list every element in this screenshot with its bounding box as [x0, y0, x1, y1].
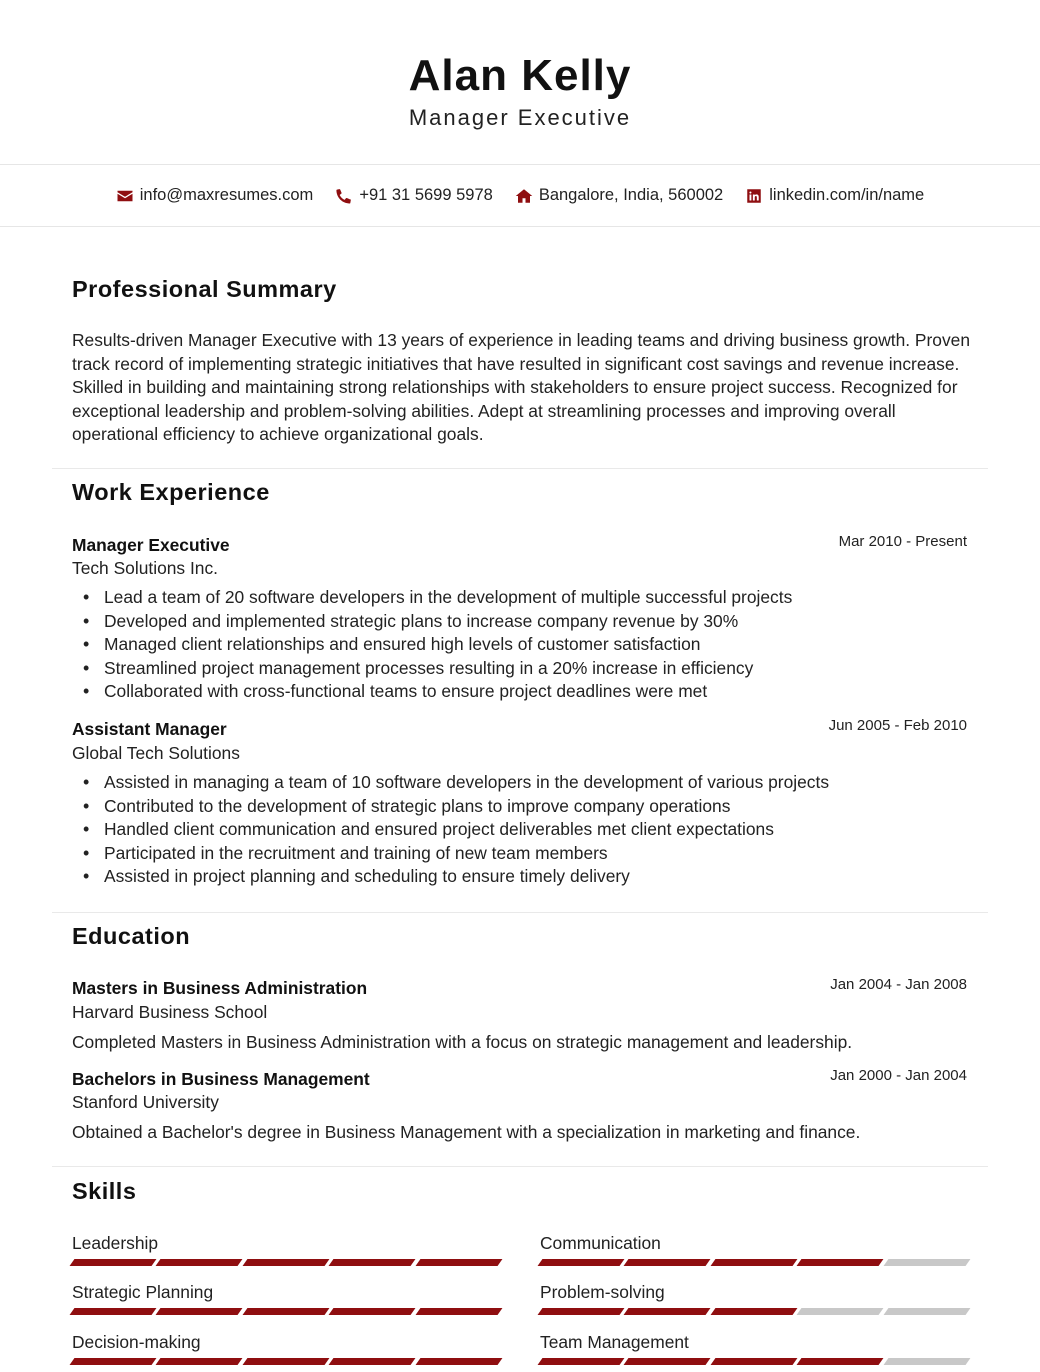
- contact-phone-text: +91 31 5699 5978: [359, 186, 493, 204]
- job-bullets: [104, 586, 984, 704]
- skill-level-bar: [72, 1358, 500, 1365]
- job-bullet: • Managed client relationships and ensured high levels of customer satisfaction: [104, 633, 984, 657]
- candidate-title: Manager Executive: [408, 105, 632, 130]
- contact-linkedin-text: linkedin.com/in/name: [769, 186, 925, 204]
- skill-segment-filled: [797, 1259, 884, 1266]
- skill-segment-filled: [538, 1259, 625, 1266]
- job-bullet: • Contributed to the development of strategic plans to improve company operations: [104, 795, 984, 819]
- contact-email[interactable]: [116, 186, 314, 205]
- skill-item: [540, 1332, 968, 1365]
- degree-title: Bachelors in Business Management: [72, 1069, 370, 1089]
- job-bullet: • Developed and implemented strategic plans to increase company revenue by 30%: [104, 610, 984, 634]
- job-bullet: • Assisted in project planning and scheduling to ensure timely delivery: [104, 865, 984, 889]
- skill-segment-filled: [624, 1358, 711, 1365]
- skill-segment-filled: [415, 1358, 502, 1365]
- education-description: Completed Masters in Business Administration with a focus on strategic management and leadership.: [72, 1032, 853, 1052]
- job-company: Tech Solutions Inc.: [72, 558, 218, 578]
- skill-segment-filled: [624, 1308, 711, 1315]
- skill-item: [72, 1282, 500, 1315]
- skill-name: Team Management: [540, 1332, 689, 1352]
- skill-name: Decision-making: [72, 1332, 201, 1352]
- phone-icon: [335, 187, 353, 205]
- skill-segment-filled: [538, 1308, 625, 1315]
- skill-item: [72, 1233, 500, 1266]
- skill-segment-filled: [70, 1308, 157, 1315]
- education-heading: Education: [72, 923, 191, 949]
- skill-segment-filled: [415, 1259, 502, 1266]
- job-bullets: [104, 771, 984, 889]
- job-company: Global Tech Solutions: [72, 743, 240, 763]
- section-divider: [52, 912, 988, 913]
- contact-bar: [0, 164, 1040, 227]
- skill-segment-filled: [710, 1358, 797, 1365]
- contact-linkedin[interactable]: [745, 186, 924, 205]
- skill-name: Problem-solving: [540, 1282, 665, 1302]
- contact-location: [515, 186, 723, 205]
- job-dates: Jun 2005 - Feb 2010: [828, 717, 967, 734]
- skill-segment-filled: [624, 1259, 711, 1266]
- section-divider: [52, 468, 988, 469]
- skill-segment-filled: [156, 1308, 243, 1315]
- contact-location-text: Bangalore, India, 560002: [538, 186, 724, 204]
- skills-heading: Skills: [72, 1178, 137, 1204]
- job-bullet: • Assisted in managing a team of 10 software developers in the development of various projects: [104, 771, 984, 795]
- job-bullet: • Collaborated with cross-functional teams to ensure project deadlines were met: [104, 680, 984, 704]
- skill-segment-filled: [242, 1358, 329, 1365]
- skill-item: [540, 1282, 968, 1315]
- skill-level-bar: [540, 1358, 968, 1365]
- skill-level-bar: [540, 1259, 968, 1266]
- skill-name: Leadership: [72, 1233, 159, 1253]
- degree-title: Masters in Business Administration: [72, 978, 368, 998]
- skill-segment-filled: [329, 1308, 416, 1315]
- skill-item: [72, 1332, 500, 1365]
- education-dates: Jan 2004 - Jan 2008: [830, 976, 967, 993]
- skill-segment-filled: [242, 1259, 329, 1266]
- skill-segment-filled: [415, 1308, 502, 1315]
- resume-header: [0, 0, 1040, 164]
- skill-segment-filled: [70, 1358, 157, 1365]
- job-bullet: • Handled client communication and ensured project deliverables met client expectations: [104, 818, 984, 842]
- skill-segment-filled: [70, 1259, 157, 1266]
- school-name: Harvard Business School: [72, 1002, 268, 1022]
- skill-segment-empty: [883, 1358, 970, 1365]
- skill-name: Strategic Planning: [72, 1282, 214, 1302]
- job-bullet: • Lead a team of 20 software developers in the development of multiple successful projects: [104, 586, 984, 610]
- skill-segment-empty: [883, 1308, 970, 1315]
- summary-heading: Professional Summary: [72, 276, 337, 302]
- skill-level-bar: [72, 1259, 500, 1266]
- candidate-name: Alan Kelly: [408, 51, 632, 100]
- skill-segment-filled: [797, 1358, 884, 1365]
- education-description: Obtained a Bachelor's degree in Business Management with a specialization in marketing and finance.: [72, 1122, 861, 1142]
- skill-segment-filled: [329, 1358, 416, 1365]
- skill-name: Communication: [540, 1233, 661, 1253]
- experience-heading: Work Experience: [72, 479, 270, 505]
- section-divider: [52, 1166, 988, 1167]
- skill-item: [540, 1233, 968, 1266]
- contact-phone[interactable]: [335, 186, 493, 205]
- job-dates: Mar 2010 - Present: [838, 533, 967, 550]
- job-title: Manager Executive: [72, 535, 230, 555]
- skill-level-bar: [540, 1308, 968, 1315]
- skill-level-bar: [72, 1308, 500, 1315]
- skill-segment-filled: [710, 1308, 797, 1315]
- school-name: Stanford University: [72, 1092, 219, 1112]
- skill-segment-filled: [538, 1358, 625, 1365]
- envelope-icon: [116, 187, 134, 205]
- skill-segment-filled: [329, 1259, 416, 1266]
- job-bullet: • Participated in the recruitment and training of new team members: [104, 842, 984, 866]
- summary-text: Results-driven Manager Executive with 13 years of experience in leading teams and driving business growth. Proven track record of implementing strategic initiatives that have resulted in significant cost savings and revenue increase. Skilled in building and maintaining strong relationships with stakeholders to ensure project success. Recognized for exceptional leadership and problem-solving abilities. Adept at streamlining processes and improving overall operational efficiency to achieve organizational goals.: [72, 330, 971, 445]
- job-bullet: • Streamlined project management processes resulting in a 20% increase in efficiency: [104, 657, 984, 681]
- skill-segment-empty: [797, 1308, 884, 1315]
- contact-email-text: info@maxresumes.com: [139, 186, 314, 204]
- skill-segment-filled: [710, 1259, 797, 1266]
- home-icon: [515, 187, 533, 205]
- job-title: Assistant Manager: [72, 719, 227, 739]
- education-dates: Jan 2000 - Jan 2004: [830, 1067, 967, 1084]
- skill-segment-filled: [156, 1358, 243, 1365]
- skill-segment-empty: [883, 1259, 970, 1266]
- skill-segment-filled: [242, 1308, 329, 1315]
- skill-segment-filled: [156, 1259, 243, 1266]
- linkedin-icon: [745, 187, 763, 205]
